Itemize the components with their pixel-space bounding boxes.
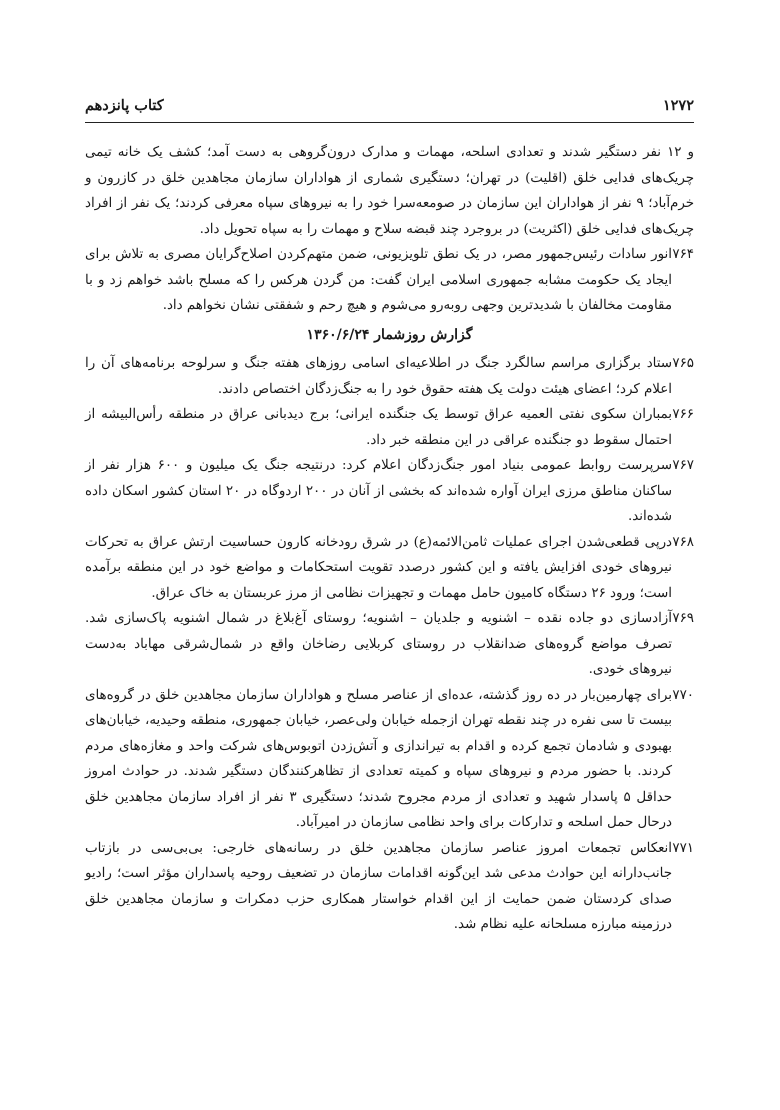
items-before-list <box>85 242 694 319</box>
item-number: ۷۶۶ <box>672 407 694 422</box>
item-text: برای چهارمین‌بار در ده روز گذشته، عده‌ای از عناصر مسلح و هواداران سازمان مجاهدین خلق در گروه‌های بیست تا سی نفره در چند نقطه تهران ازجمله خیابان ولی‌عصر، خیابان جمهوری، منطقه وحیدیه، خیابان‌های بهبودی و شادمان تجمع کرده و اقدام به تیراندازی و آتش‌زدن اتوبوس‌های شرکت واحد و مغازه‌های مردم کردند. با حضور مردم و نیروهای سپاه و کمیته تعدادی از تظاهرکنندگان دستگیر شدند. در حوادث امروز حداقل ۵ پاسدار شهید و تعدادی از مردم مجروح شدند؛ دستگیری ۳ نفر از افراد سازمان مجاهدین خلق درحال حمل اسلحه و تدارکات برای واحد نظامی سازمان در امیرآباد. <box>85 687 673 830</box>
item-text: درپی قطعی‌شدن اجرای عملیات ثامن‌الائمه(ع) در شرق رودخانه کارون حساسیت ارتش عراق به تحرکات نیروهای خودی افزایش یافته و این کشور درصدد تقویت استحکامات و مواضع خود در این منطقه برآمده است؛ ورود ۲۶ دستگاه کامیون حامل مهمات و تجهیزات نظامی از مرز عربستان به خاک عراق. <box>85 534 672 601</box>
item-text: بمباران سکوی نفتی العمیه عراق توسط یک جنگنده ایرانی؛ برج دیدبانی عراق در منطقه رأس‌البیشه از احتمال سقوط دو جنگنده عراقی در این منطقه خبر داد. <box>85 407 672 448</box>
item-text: آزادسازی دو جاده نقده – اشنویه و جلدیان – اشنویه؛ روستای آغ‌بلاغ در شمال اشنویه پاک‌سازی شد. تصرف مواضع گروه‌های ضدانقلاب در روستای کربلایی رضاخان واقع در شمال‌شرقی مهاباد به‌دست نیروهای خودی. <box>85 611 672 677</box>
item-number: ۷۶۷ <box>672 458 694 473</box>
list-item <box>85 530 694 607</box>
item-text: ستاد برگزاری مراسم سالگرد جنگ در اطلاعیه‌ای اسامی روزهای هفته جنگ و سرلوحه برنامه‌های آن را اعلام کرد؛ اعضای هیئت دولت یک هفته حقوق خود را به جنگ‌زدگان اختصاص دادند. <box>85 356 672 397</box>
book-title: کتاب پانزدهم <box>85 96 164 114</box>
items-after-list <box>85 351 694 938</box>
section-title: گزارش روزشمار ۱۳۶۰/۶/۲۴ <box>306 326 473 343</box>
item-text: انعکاس تجمعات امروز عناصر سازمان مجاهدین خلق در رسانه‌های خارجی: بی‌بی‌سی در بازتاب جانب‌دارانه این حوادث مدعی شد این‌گونه اقدامات سازمان در تضعیف روحیه پاسداران مؤثر است؛ رادیو صدای کردستان ضمن حمایت از این اقدام خواستار همکاری حزب دمکرات و سازمان مجاهدین خلق درزمینه مبارزه مسلحانه علیه نظام شد. <box>85 840 672 932</box>
list-item <box>85 402 694 453</box>
item-number: ۷۶۴ <box>672 247 694 262</box>
list-item <box>85 606 694 683</box>
item-text: سرپرست روابط عمومی بنیاد امور جنگ‌زدگان اعلام کرد: درنتیجه جنگ یک میلیون و ۶۰۰ هزار نفر از ساکنان مناطق مرزی ایران آواره شده‌اند که بخشی از آنان در ۲۰۰ اردوگاه در ۲۰ استان کشور اسکان داده شده‌اند. <box>85 458 673 524</box>
item-number: ۷۶۸ <box>672 534 694 550</box>
page-body <box>85 140 694 938</box>
list-item <box>85 453 694 530</box>
item-number: ۷۷۱ <box>672 840 694 856</box>
intro-paragraph: و ۱۲ نفر دستگیر شدند و تعدادی اسلحه، مهمات و مدارک درون‌گروهی به دست آمد؛ کشف یک خانه تیمی چریک‌های فدایی خلق (اقلیت) در تهران؛ دستگیری شماری از هواداران سازمان مجاهدین خلق در کازرون و خرم‌آباد؛ ۹ نفر از هواداران این سازمان در صومعه‌سرا خود را به نیروهای سپاه معرفی کردند؛ یک نفر از افراد چریک‌های فدایی خلق (اکثریت) در بروجرد چند قبضه سلاح و مهمات را به سپاه تحویل داد. <box>85 145 694 237</box>
header-divider <box>85 122 694 123</box>
list-item <box>85 351 694 402</box>
page-number: ۱۲۷۲ <box>662 96 694 114</box>
page-header <box>85 92 694 118</box>
list-item <box>85 836 694 938</box>
item-number: ۷۶۹ <box>672 611 694 626</box>
list-item <box>85 683 694 836</box>
item-number: ۷۶۵ <box>672 356 694 371</box>
item-number: ۷۷۰ <box>672 687 694 703</box>
item-text: انور سادات رئیس‌جمهور مصر، در یک نطق تلویزیونی، ضمن متهم‌کردن اصلاح‌گرایان مصری به تلاش برای ایجاد یک حکومت مشابه جمهوری اسلامی ایران گفت: من گردن هرکس را که مسلح باشد خواهم زد و با مقاومت مخالفان با شدیدترین وجهی روبه‌رو می‌شوم و هیچ رحم و شفقتی نشان نخواهم داد. <box>85 247 672 313</box>
list-item <box>85 242 694 319</box>
